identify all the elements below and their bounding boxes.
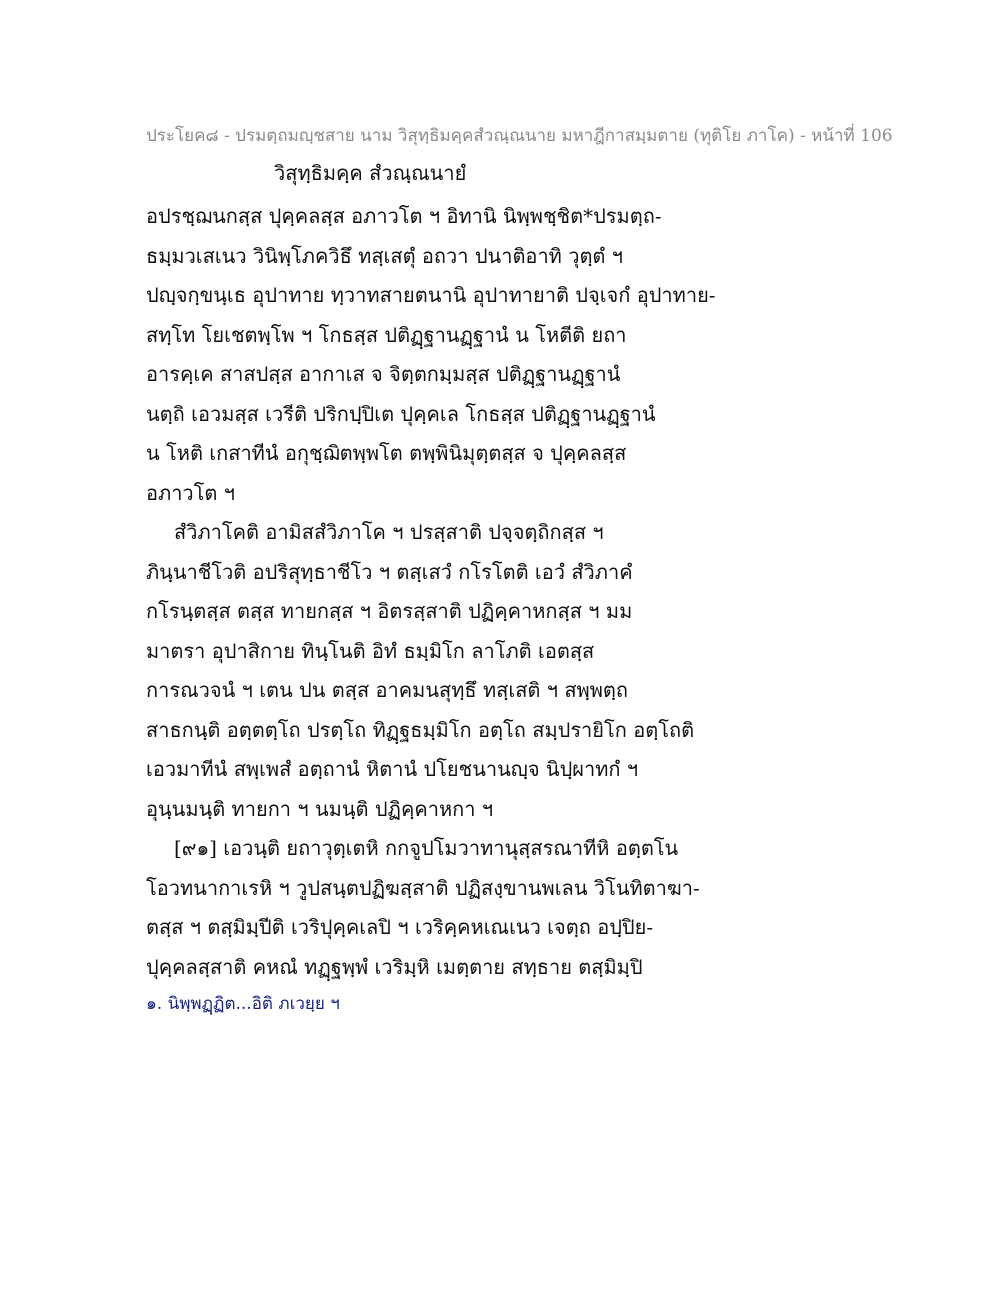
text-line: [๙๑] เอวนฺติ ยถาวุตฺเตหิ กกจูปโมวาทานุสฺสรณาทีหิ อตฺตโน xyxy=(174,836,679,860)
text-line: เอวมาทีนํ สพฺเพสํ อตฺถานํ หิตานํ ปโยชนานญฺจ นิปฺผาทกํ ฯ xyxy=(146,757,639,781)
running-header: ประโยค๘ - ปรมตฺถมญฺชสาย นาม วิสุทฺธิมคฺคสํวณฺณนาย มหาฎีกาสมฺมตาย (ทุติโย ภาโค) - หน้าที่ 106 xyxy=(146,126,893,146)
text-line: อุนฺนมนฺติ ทายกา ฯ นมนฺติ ปฏิคฺคาหกา ฯ xyxy=(146,796,494,821)
text-line: สาธกนฺติ อตฺตตฺโถ ปรตฺโถ ทิฏฺฐธมฺมิโก อตฺโถ สมฺปรายิโก อตฺโถติ xyxy=(146,717,695,742)
text-line: ตสฺส ฯ ตสฺมิมฺปีติ เวริปุคฺคเลปิ ฯ เวริคฺคหเณเนว เจตฺถ อปฺปิย- xyxy=(146,915,654,939)
text-line: อปรชฺฌนกสฺส ปุคฺคลสฺส อภาวโต ฯ อิทานิ นิพฺพชฺชิต*ปรมตฺถ- xyxy=(146,204,662,228)
body-text xyxy=(146,197,866,987)
text-line: น โหติ เกสาทีนํ อกุชฺฌิตพฺพโต ตพฺพินิมุตฺตสฺส จ ปุคฺคลสฺส xyxy=(146,441,627,465)
text-line: สํวิภาโคติ อามิสสํวิภาโค ฯ ปรสฺสาติ ปจฺจตฺถิกสฺส ฯ xyxy=(174,520,604,544)
text-line: มาตรา อุปาสิกาย ทินฺโนติ อิทํ ธมฺมิโก ลาโภติ เอตสฺส xyxy=(146,638,595,663)
text-line: กโรนฺตสฺส ตสฺส ทายกสฺส ฯ อิตรสฺสาติ ปฏิคฺคาหกสฺส ฯ มม xyxy=(146,599,633,623)
text-line: โอวทนากาเรหิ ฯ วูปสนฺตปฏิฆสฺสาติ ปฏิสงฺขานพเลน วิโนทิตาฆา- xyxy=(146,875,700,900)
footnote: ๑. นิพฺพฏฺฏิต...อิติ ภเวยฺย ฯ xyxy=(146,994,340,1014)
text-line: สทฺโท โยเชตพฺโพ ฯ โกธสฺส ปติฏฺฐานฏฺฐานํ น โหตีติ ยถา xyxy=(146,322,627,347)
text-line: ภินฺนาชีโวติ อปริสุทฺธาชีโว ฯ ตสฺเสวํ กโรโตติ เอวํ สํวิภาคํ xyxy=(146,559,633,584)
section-title: วิสุทฺธิมคฺค สํวณฺณนายํ xyxy=(274,161,467,185)
text-line: ปญฺจกฺขนฺเธ อุปาทาย ทฺวาทสายตนานิ อุปาทายาติ ปจฺเจกํ อุปาทาย- xyxy=(146,283,716,307)
text-line: ธมฺมวเสเนว วินิพฺโภควิธึ ทสฺเสตุํ อถวา ปนาติอาทิ วุตฺตํ ฯ xyxy=(146,243,624,268)
text-line: การณวจนํ ฯ เตน ปน ตสฺส อาคมนสุทฺธึ ทสฺเสติ ฯ สพฺพตฺถ xyxy=(146,678,629,702)
text-line: อารคฺเค สาสปสฺส อากาเส จ จิตฺตกมฺมสฺส ปติฏฺฐานฏฺฐานํ xyxy=(146,362,621,386)
text-line: อภาวโต ฯ xyxy=(146,480,235,505)
text-line: นตฺถิ เอวมสฺส เวรีติ ปริกปฺปิเต ปุคฺคเล โกธสฺส ปติฏฺฐานฏฺฐานํ xyxy=(146,401,656,426)
text-line: ปุคฺคลสฺสาติ คหณํ ทฏฺฐพฺพํ เวริมฺหิ เมตฺตาย สทฺธาย ตสฺมิมฺปิ xyxy=(146,954,643,979)
